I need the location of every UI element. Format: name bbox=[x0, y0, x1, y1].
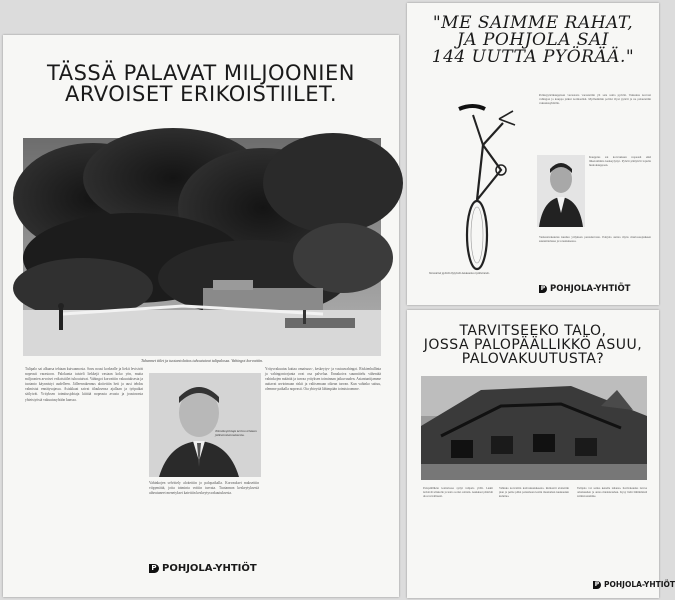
ad3-headline bbox=[407, 324, 659, 366]
pohjola-logo-text: POHJOLA-YHTIÖT bbox=[604, 580, 675, 589]
burned-house-illustration bbox=[421, 376, 647, 480]
ad1-column-1: Tulipalo sai alkunsa tehtaan kuivaamosta. Savu nousi korkealle ja liekit levisivät nopeasti varastoon. Palokunta taisteli liekkejä vastaan koko yön, mutta miljoonien arvoiset erikoistiilet tuhoutuivat. Vahingot korvattiin vakuutuksesta ja tuotanto käynnistyi uudelleen. Jälleenrakennus aloitettiin heti ja uusi tehdas valmistui ennätysajassa. Asiakkaat saivat tilauksensa ajallaan ja työpaikat säilyivät. Yrityksen toimitusjohtaja kiittää nopeasta avusta ja joustavasta yhteistyöstä vakuutusyhtiön kanssa. bbox=[25, 367, 143, 402]
ad1-headline-line2: ARVOISET ERIKOISTIILET. bbox=[64, 82, 338, 106]
ad2-headline-line3: 144 UUTTA PYÖRÄÄ." bbox=[431, 47, 635, 67]
ad2-column-3: Varkausvakuutus kuuluu yrityksen perusturvaan. Pohjola auttaa myös murtosuojauksen suunnittelussa ja toteutuksessa. bbox=[539, 235, 651, 244]
ad1-headline-line1: TÄSSÄ PALAVAT MILJOONIEN bbox=[47, 61, 355, 85]
ad-page-fire-chief bbox=[407, 310, 675, 598]
pohjola-p-mark-icon: P bbox=[594, 580, 600, 588]
pohjola-logo bbox=[593, 580, 675, 589]
ad2-headline bbox=[407, 15, 659, 66]
executive-portrait-illustration bbox=[149, 373, 261, 477]
executive-portrait bbox=[149, 373, 261, 477]
ad2-column-2: Kauppias sai korvauksen nopeasti eikä liiketoiminta keskeytynyt. Pyörät päätyivät lopulta huutokauppaan. bbox=[589, 155, 651, 168]
ad2-column-1: Polkupyöräkauppiaan varastosta varastettiin yli sata uutta pyörää. Vakuutus korvasi vahingon ja kauppa jatkui normaalisti. Myöhemmin poliisi löysi pyörät ja ne palautettiin vakuutusyhtiölle. bbox=[539, 93, 651, 106]
ad1-photo-caption: Tuhannet tiilet ja tuotantolaitos tuhoutuivat tulipalossa. Vahingot korvattiin. bbox=[140, 358, 264, 363]
ad2-headline-line2: JA POHJOLA SAI bbox=[456, 30, 610, 50]
ad-page-bicycles bbox=[407, 3, 659, 305]
shop-owner-portrait bbox=[537, 155, 585, 227]
portrait-caption: Toimitusjohtaja kertoo tehtaan jälleenrakennuksesta. bbox=[215, 429, 257, 438]
ad3-column-1: Palopäällikön kotitalossa syttyi tulipalo yöllä. Liekit levisivät ullakolle ja katto sortui osittain. Asukkaat pääsivät ulos turvallisesti. bbox=[423, 486, 493, 498]
pohjola-logo bbox=[149, 563, 257, 574]
ad3-column-2: Vahinko korvattiin kotivakuutuksesta. Remontti aloitettiin pian ja perhe pääsi palaamaan kotiin muutaman kuukauden kuluttua. bbox=[499, 486, 569, 498]
ad-page-fire-tiles bbox=[3, 35, 399, 597]
ad2-headline-line1: "ME SAIMME RAHAT, bbox=[432, 13, 634, 33]
pohjola-p-mark-icon: P bbox=[149, 564, 159, 573]
pohjola-logo bbox=[539, 284, 630, 294]
ad1-column-2: Vahinkojen selvittely aloitettiin jo palopaikalla. Korvaukset maksettiin viipymättä, jotta toiminta voitiin turvata. Tuotannon keskeytyksestä aiheutuneet menetykset katettiin keskeytysvakuutuksesta. bbox=[149, 481, 259, 496]
pohjola-p-mark-icon: P bbox=[540, 285, 546, 292]
ad2-photo-caption: Varastetut pyörät löytyivät kuukausia myöhemmin. bbox=[429, 271, 490, 275]
ad3-headline-line1: TARVITSEEKO TALO, bbox=[459, 323, 607, 339]
pohjola-logo-text: POHJOLA-YHTIÖT bbox=[550, 284, 631, 294]
bicycle-illustration bbox=[429, 75, 533, 275]
shop-owner-illustration bbox=[537, 155, 585, 227]
pohjola-logo-text: POHJOLA-YHTIÖT bbox=[162, 563, 257, 574]
ad1-headline bbox=[3, 63, 399, 105]
fire-smoke-photo bbox=[23, 138, 381, 356]
ad3-headline-line3: PALOVAKUUTUSTA? bbox=[461, 351, 605, 367]
ad3-column-3: Tulipalo voi sattua kenelle tahansa. Kotivakuutus turvaa omaisuuden ja antaa mielenrauhan. Kysy lisää lähimmästä toimistostamme. bbox=[577, 486, 647, 498]
ad3-headline-line2: JOSSA PALOPÄÄLLIKKÖ ASUU, bbox=[423, 337, 643, 353]
fire-smoke-illustration bbox=[23, 138, 381, 356]
burned-house-photo bbox=[421, 376, 647, 480]
ad1-column-3: Yritysvakuutus kattaa omaisuus-, keskeytys- ja vastuuvahingot. Riskienhallinta ja vahingontorjunta ovat osa palvelua. Ennakoiva suunnittelu vähentää vahinkojen määrää ja turvaa yrityksen toiminnan jatkuvuuden. Asiantuntijamme auttavat arvioimaan riskit ja valitsemaan oikean turvan. Kun vahinko sattuu, olemme paikalla nopeasti. Ota yhteyttä lähimpään toimistoomme. bbox=[265, 367, 381, 392]
